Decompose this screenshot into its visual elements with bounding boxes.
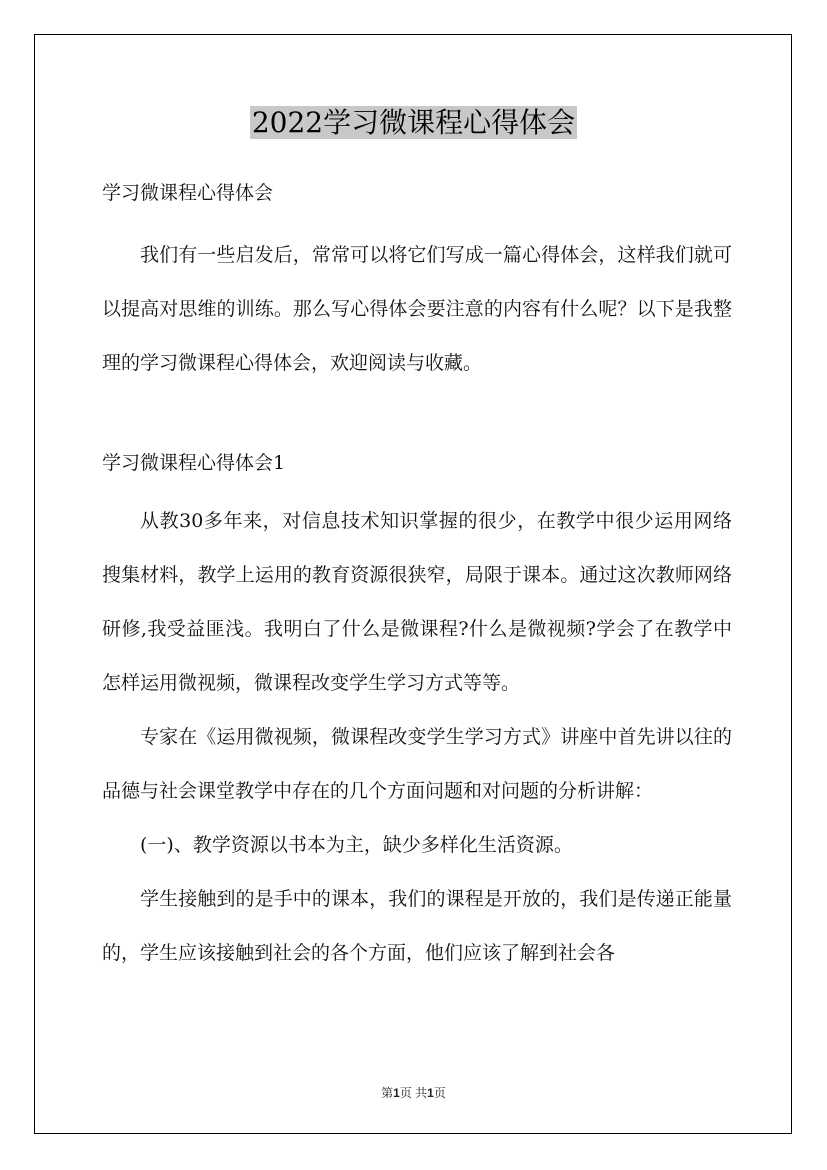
page-footer: 第1页 共1页 (381, 1086, 446, 1100)
body-paragraph: 从教30多年来，对信息技术知识掌握的很少，在教学中很少运用网络搜集材料，教学上运用的教育资源很狭窄，局限于课本。通过这次教师网络研修,我受益匪浅。我明白了什么是微课程?什么是微视频?学会了在教学中怎样运用微视频，微课程改变学生学习方式等等。 (102, 510, 732, 694)
document-body (102, 172, 732, 980)
document-subtitle: 学习微课程心得体会 (102, 182, 274, 204)
body-paragraph: (一)、教学资源以书本为主，缺少多样化生活资源。 (140, 834, 573, 856)
section-heading: 学习微课程心得体会1 (102, 452, 286, 474)
body-paragraph: 专家在《运用微视频，微课程改变学生学习方式》讲座中首先讲以往的品德与社会课堂教学中存在的几个方面问题和对问题的分析讲解： (102, 726, 732, 802)
intro-paragraph: 我们有一些启发后，常常可以将它们写成一篇心得体会，这样我们就可以提高对思维的训练。那么写心得体会要注意的内容有什么呢？以下是我整理的学习微课程心得体会，欢迎阅读与收藏。 (102, 244, 732, 374)
current-page-number: 1 (393, 1086, 400, 1100)
document-title (0, 103, 827, 143)
spacer (102, 390, 732, 430)
total-page-number: 1 (427, 1086, 434, 1100)
body-paragraph: 学生接触到的是手中的课本，我们的课程是开放的，我们是传递正能量的，学生应该接触到社会的各个方面，他们应该了解到社会各 (102, 888, 732, 964)
title-text: 2022学习微课程心得体会 (251, 106, 576, 139)
